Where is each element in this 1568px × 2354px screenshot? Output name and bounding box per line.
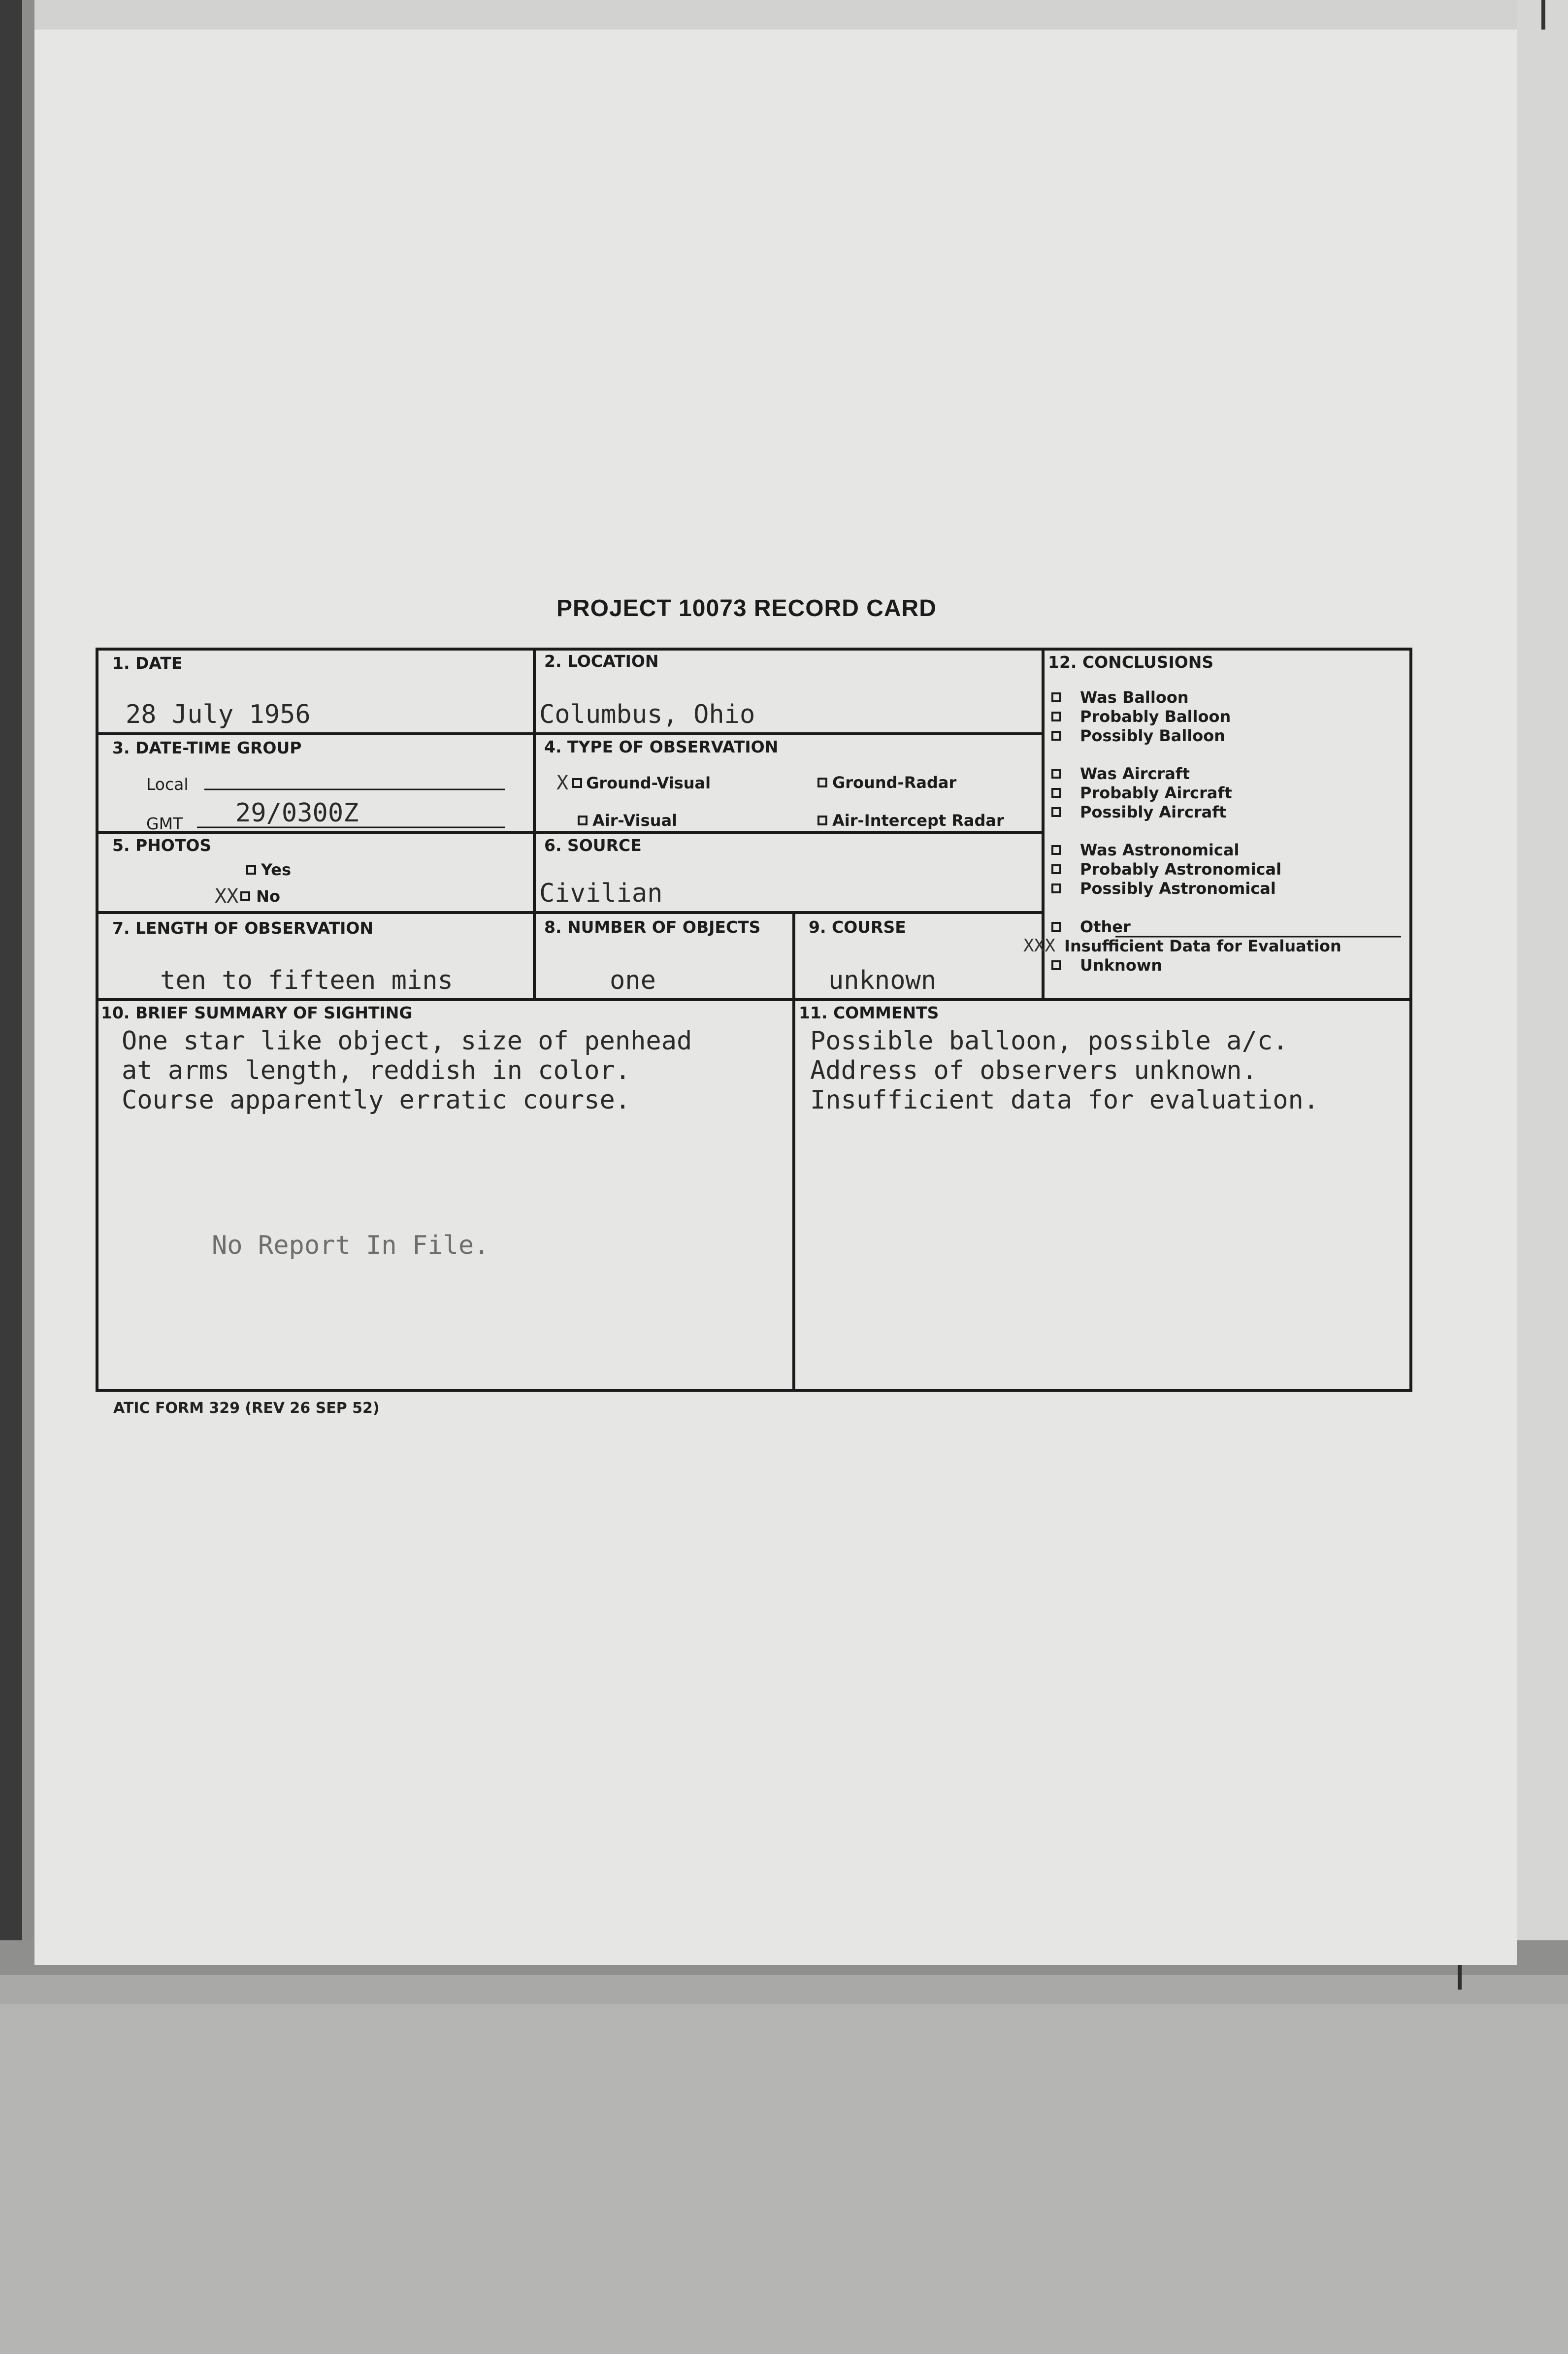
option-air-intercept-radar xyxy=(817,813,1004,828)
photos-yes xyxy=(246,862,291,878)
probably-balloon-label: Probably Balloon xyxy=(1080,707,1231,726)
ground-visual-checkbox xyxy=(572,778,582,788)
conclusion-was-aircraft xyxy=(1051,766,1190,782)
brief-summary-label: 10. BRIEF SUMMARY OF SIGHTING xyxy=(101,1003,413,1022)
conclusion-probably-astronomical xyxy=(1051,861,1281,877)
ground-radar-label: Ground-Radar xyxy=(832,773,957,792)
course-label: 9. COURSE xyxy=(809,917,906,937)
possibly-balloon-label: Possibly Balloon xyxy=(1080,726,1226,745)
conclusion-unknown xyxy=(1051,957,1162,973)
ground-radar-checkbox xyxy=(817,778,827,787)
possibly-aircraft-checkbox xyxy=(1051,807,1061,817)
probably-astronomical-label: Probably Astronomical xyxy=(1080,860,1282,879)
possibly-balloon-checkbox xyxy=(1051,731,1061,741)
unknown-label: Unknown xyxy=(1080,956,1163,975)
no-report-note: No Report In File. xyxy=(212,1231,490,1260)
probably-balloon-checkbox xyxy=(1051,712,1061,721)
number-of-objects-label: 8. NUMBER OF OBJECTS xyxy=(544,917,761,937)
probably-aircraft-label: Probably Aircraft xyxy=(1080,784,1232,802)
conclusion-possibly-balloon xyxy=(1051,728,1225,744)
source-value: Civilian xyxy=(539,879,663,908)
gmt-label: GMT xyxy=(146,814,183,833)
comments-line-1: Possible balloon, possible a/c. xyxy=(810,1026,1288,1056)
conclusion-probably-balloon xyxy=(1051,709,1231,724)
was-aircraft-checkbox xyxy=(1051,769,1061,779)
conclusion-other xyxy=(1051,919,1131,935)
ground-visual-label: Ground-Visual xyxy=(586,774,711,792)
option-ground-visual xyxy=(556,773,711,793)
date-time-group-label: 3. DATE-TIME GROUP xyxy=(112,738,302,757)
date-value: 28 July 1956 xyxy=(126,700,311,729)
photos-no-label: No xyxy=(256,887,280,906)
other-label: Other xyxy=(1080,917,1131,936)
was-balloon-checkbox xyxy=(1051,692,1061,702)
probably-astronomical-checkbox xyxy=(1051,864,1061,874)
brief-summary-line-2: at arms length, reddish in color. xyxy=(122,1056,631,1085)
gmt-value: 29/0300Z xyxy=(235,798,359,828)
length-of-observation-value: ten to fifteen mins xyxy=(160,966,453,995)
photos-label: 5. PHOTOS xyxy=(112,836,212,855)
conclusion-possibly-astronomical xyxy=(1051,881,1276,896)
was-astronomical-checkbox xyxy=(1051,845,1061,855)
comments-line-3: Insufficient data for evaluation. xyxy=(810,1085,1319,1115)
length-of-observation-label: 7. LENGTH OF OBSERVATION xyxy=(112,918,374,938)
air-visual-checkbox xyxy=(578,816,588,825)
other-checkbox xyxy=(1051,922,1061,932)
was-astronomical-label: Was Astronomical xyxy=(1080,841,1240,859)
local-label: Local xyxy=(146,775,189,794)
air-visual-label: Air-Visual xyxy=(592,811,678,830)
location-label: 2. LOCATION xyxy=(544,652,659,671)
conclusion-was-balloon xyxy=(1051,689,1189,705)
insufficient-data-mark: XXX xyxy=(1023,936,1056,956)
card-title: PROJECT 10073 RECORD CARD xyxy=(556,595,937,621)
possibly-astronomical-label: Possibly Astronomical xyxy=(1080,879,1276,898)
brief-summary-line-3: Course apparently erratic course. xyxy=(122,1085,631,1115)
photos-yes-checkbox xyxy=(246,865,256,875)
photos-no-checkbox xyxy=(240,891,250,901)
date-label: 1. DATE xyxy=(112,654,183,673)
unknown-checkbox xyxy=(1051,960,1061,970)
number-of-objects-value: one xyxy=(610,966,656,995)
insufficient-data-label: Insufficient Data for Evaluation xyxy=(1064,937,1341,955)
course-value: unknown xyxy=(828,966,937,995)
conclusion-was-astronomical xyxy=(1051,842,1239,858)
conclusions-label: 12. CONCLUSIONS xyxy=(1048,653,1214,672)
form-identifier: ATIC FORM 329 (REV 26 SEP 52) xyxy=(113,1400,380,1417)
conclusion-probably-aircraft xyxy=(1051,785,1232,801)
air-intercept-radar-label: Air-Intercept Radar xyxy=(832,811,1004,830)
photos-yes-label: Yes xyxy=(261,860,291,879)
conclusion-possibly-aircraft xyxy=(1051,804,1226,820)
photos-no xyxy=(215,886,280,906)
was-balloon-label: Was Balloon xyxy=(1080,688,1189,707)
option-ground-radar xyxy=(817,775,956,790)
air-intercept-radar-checkbox xyxy=(817,816,827,825)
ground-visual-mark: X xyxy=(556,772,569,794)
conclusion-insufficient-data xyxy=(1023,937,1341,955)
probably-aircraft-checkbox xyxy=(1051,788,1061,798)
comments-line-2: Address of observers unknown. xyxy=(810,1056,1257,1085)
comments-label: 11. COMMENTS xyxy=(799,1003,939,1022)
possibly-aircraft-label: Possibly Aircraft xyxy=(1080,803,1227,821)
source-label: 6. SOURCE xyxy=(544,836,642,855)
possibly-astronomical-checkbox xyxy=(1051,883,1061,893)
type-of-observation-label: 4. TYPE OF OBSERVATION xyxy=(544,737,779,756)
photos-no-mark: XX xyxy=(215,885,239,908)
was-aircraft-label: Was Aircraft xyxy=(1080,764,1190,783)
brief-summary-line-1: One star like object, size of penhead xyxy=(122,1026,692,1056)
option-air-visual xyxy=(578,813,677,828)
location-value: Columbus, Ohio xyxy=(539,700,755,729)
